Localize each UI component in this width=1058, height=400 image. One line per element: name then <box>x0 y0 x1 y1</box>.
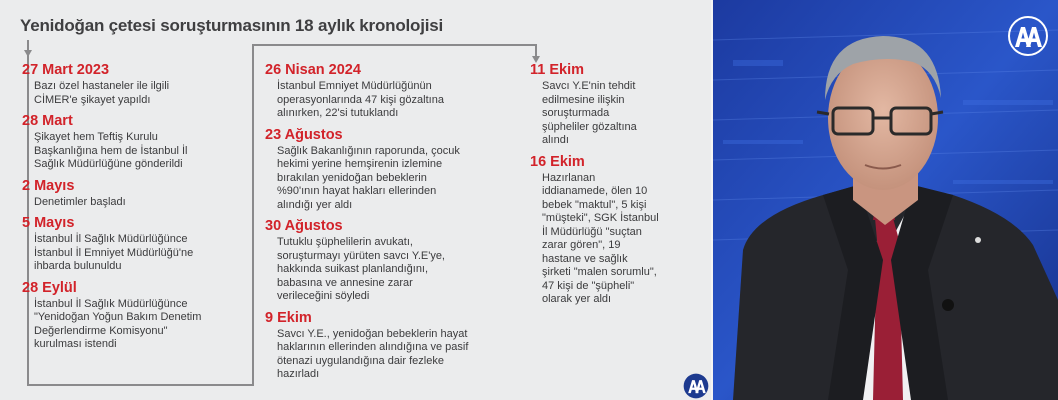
timeline-column-3 <box>530 62 705 313</box>
aa-logo-icon <box>1008 16 1048 56</box>
timeline-date: 26 Nisan 2024 <box>265 62 361 78</box>
timeline-date: 9 Ekim <box>265 309 312 326</box>
timeline-description: İstanbul Emniyet Müdürlüğünün operasyonlarında 47 kişi gözaltına alınırken, 22'si tutuklandı <box>277 80 444 119</box>
page-title: Yenidoğan çetesi soruşturmasının 18 aylık kronolojisi <box>20 16 444 35</box>
timeline-date: 5 Mayıs <box>22 215 75 231</box>
studio-speaker-image <box>713 0 1058 400</box>
timeline-description: Savcı Y.E'nin tehdit edilmesine ilişkin soruşturmada şüpheliler gözaltına alındı <box>542 80 637 146</box>
timeline-entry <box>265 218 525 304</box>
timeline-column-1 <box>22 62 247 358</box>
timeline-date: 28 Eylül <box>22 279 77 296</box>
timeline-entry <box>22 113 247 172</box>
timeline-description: Şikayet hem Teftiş Kurulu Başkanlığına hem de İstanbul İl Sağlık Müdürlüğüne gönderildi <box>34 131 188 170</box>
timeline-entry <box>265 127 525 213</box>
timeline-entry <box>530 154 705 307</box>
timeline-entry <box>22 280 247 352</box>
timeline-entry <box>22 215 247 274</box>
timeline-date: 23 Ağustos <box>265 126 343 143</box>
timeline-description: İstanbul İl Sağlık Müdürlüğünce İstanbul İl Emniyet Müdürlüğü'ne ihbarda bulunuldu <box>34 233 194 272</box>
timeline-description: Sağlık Bakanlığının raporunda, çocuk hekimi yerine hemşirenin izlemine bırakılan yenidoğan bebeklerin %90'ının hayat hakları ellerinden alındığı yer aldı <box>277 144 460 211</box>
timeline-description: Denetimler başladı <box>34 195 126 208</box>
timeline-line-col2 <box>252 44 254 386</box>
aa-logo-icon <box>683 373 709 399</box>
timeline-column-2 <box>265 62 525 388</box>
timeline-description: Savcı Y.E., yenidoğan bebeklerin hayat haklarının ellerinden alındığına ve pasif ötenazi uygulandığına dair fezleke hazırladı <box>277 327 469 380</box>
timeline-description: İstanbul İl Sağlık Müdürlüğünce "Yenidoğan Yoğun Bakım Denetim Değerlendirme Komisyonu" kurulması istendi <box>34 297 202 350</box>
timeline-date: 11 Ekim <box>530 62 585 78</box>
timeline-date: 16 Ekim <box>530 153 585 170</box>
timeline-entry <box>22 62 247 107</box>
timeline-entry <box>530 62 705 148</box>
timeline-connector-top <box>252 44 536 46</box>
timeline-description: Hazırlanan iddianamede, ölen 10 bebek "maktul", 5 kişi "müşteki", SGK İstanbul İl Müdürlüğü "suçtan zarar gören", 19 hastane ve sağlık şirketi "malen sorumlu", 47 kişi de "şüpheli" olarak yer aldı <box>542 171 659 305</box>
timeline-arrow-col1 <box>24 50 32 57</box>
timeline-date: 28 Mart <box>22 113 73 129</box>
studio-video-panel <box>713 0 1058 400</box>
timeline-description: Bazı özel hastaneler ile ilgili CİMER'e şikayet yapıldı <box>34 80 170 106</box>
timeline-date: 2 Mayıs <box>22 177 75 194</box>
timeline-connector-bottom <box>27 384 253 386</box>
timeline-date: 30 Ağustos <box>265 218 343 234</box>
timeline-entry <box>265 310 525 382</box>
timeline-description: Tutuklu şüphelilerin avukatı, soruşturmayı yürüten savcı Y.E'ye, hakkında suikast planlandığını, babasına ve annesine zarar verileceğini söyledi <box>277 236 445 302</box>
timeline-entry <box>265 62 525 121</box>
timeline-date: 27 Mart 2023 <box>22 62 110 78</box>
timeline-entry <box>22 178 247 210</box>
